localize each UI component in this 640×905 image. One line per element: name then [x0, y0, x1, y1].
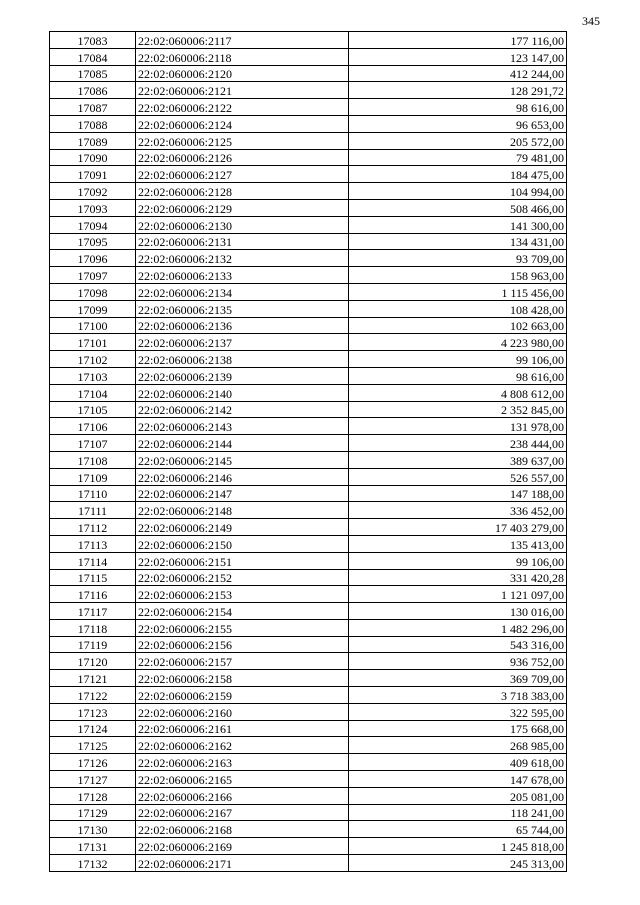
- cadastral-number-cell: 22:02:060006:2161: [136, 720, 349, 737]
- cadastral-value-cell: 131 978,00: [349, 418, 567, 435]
- row-number-cell: 17122: [50, 687, 136, 704]
- table-row: [50, 65, 567, 82]
- cadastral-value-cell: 147 678,00: [349, 771, 567, 788]
- cadastral-value-cell: 412 244,00: [349, 65, 567, 82]
- cadastral-value-cell: 134 431,00: [349, 233, 567, 250]
- cadastral-number-cell: 22:02:060006:2156: [136, 636, 349, 653]
- cadastral-number-cell: 22:02:060006:2151: [136, 552, 349, 569]
- cadastral-number-cell: 22:02:060006:2125: [136, 132, 349, 149]
- table-row: [50, 787, 567, 804]
- cadastral-number-cell: 22:02:060006:2146: [136, 468, 349, 485]
- row-number-cell: 17107: [50, 435, 136, 452]
- row-number-cell: 17089: [50, 132, 136, 149]
- table-row: [50, 82, 567, 99]
- row-number-cell: 17092: [50, 183, 136, 200]
- cadastral-number-cell: 22:02:060006:2168: [136, 821, 349, 838]
- cadastral-value-cell: 389 637,00: [349, 451, 567, 468]
- row-number-cell: 17128: [50, 787, 136, 804]
- cadastral-number-cell: 22:02:060006:2132: [136, 250, 349, 267]
- cadastral-value-cell: 175 668,00: [349, 720, 567, 737]
- row-number-cell: 17088: [50, 115, 136, 132]
- cadastral-value-cell: 322 595,00: [349, 703, 567, 720]
- table-row: [50, 451, 567, 468]
- cadastral-number-cell: 22:02:060006:2160: [136, 703, 349, 720]
- cadastral-value-cell: 96 653,00: [349, 115, 567, 132]
- row-number-cell: 17095: [50, 233, 136, 250]
- cadastral-number-cell: 22:02:060006:2171: [136, 855, 349, 872]
- cadastral-number-cell: 22:02:060006:2136: [136, 317, 349, 334]
- table-row: [50, 115, 567, 132]
- table-row: [50, 183, 567, 200]
- cadastral-number-cell: 22:02:060006:2157: [136, 653, 349, 670]
- cadastral-number-cell: 22:02:060006:2129: [136, 199, 349, 216]
- table-row: [50, 720, 567, 737]
- table-row: [50, 435, 567, 452]
- cadastral-number-cell: 22:02:060006:2135: [136, 300, 349, 317]
- table-row: [50, 603, 567, 620]
- cadastral-value-cell: 108 428,00: [349, 300, 567, 317]
- table-row: [50, 485, 567, 502]
- cadastral-value-cell: 79 481,00: [349, 149, 567, 166]
- cadastral-value-table: [49, 31, 567, 872]
- table-row: [50, 300, 567, 317]
- cadastral-value-cell: 93 709,00: [349, 250, 567, 267]
- cadastral-number-cell: 22:02:060006:2144: [136, 435, 349, 452]
- cadastral-number-cell: 22:02:060006:2134: [136, 283, 349, 300]
- cadastral-value-cell: 369 709,00: [349, 670, 567, 687]
- cadastral-number-cell: 22:02:060006:2167: [136, 804, 349, 821]
- cadastral-number-cell: 22:02:060006:2155: [136, 619, 349, 636]
- row-number-cell: 17103: [50, 367, 136, 384]
- cadastral-number-cell: 22:02:060006:2139: [136, 367, 349, 384]
- row-number-cell: 17117: [50, 603, 136, 620]
- row-number-cell: 17131: [50, 838, 136, 855]
- table-row: [50, 703, 567, 720]
- cadastral-value-cell: 135 413,00: [349, 535, 567, 552]
- table-row: [50, 166, 567, 183]
- table-row: [50, 216, 567, 233]
- row-number-cell: 17132: [50, 855, 136, 872]
- cadastral-value-cell: 104 994,00: [349, 183, 567, 200]
- table-row: [50, 670, 567, 687]
- cadastral-value-cell: 268 985,00: [349, 737, 567, 754]
- table-row: [50, 569, 567, 586]
- row-number-cell: 17126: [50, 754, 136, 771]
- cadastral-value-cell: 1 121 097,00: [349, 586, 567, 603]
- row-number-cell: 17119: [50, 636, 136, 653]
- row-number-cell: 17120: [50, 653, 136, 670]
- row-number-cell: 17124: [50, 720, 136, 737]
- cadastral-number-cell: 22:02:060006:2126: [136, 149, 349, 166]
- row-number-cell: 17085: [50, 65, 136, 82]
- row-number-cell: 17099: [50, 300, 136, 317]
- row-number-cell: 17116: [50, 586, 136, 603]
- row-number-cell: 17084: [50, 48, 136, 65]
- cadastral-value-cell: 130 016,00: [349, 603, 567, 620]
- page-number: 345: [582, 14, 600, 28]
- cadastral-value-cell: 238 444,00: [349, 435, 567, 452]
- cadastral-value-cell: 99 106,00: [349, 351, 567, 368]
- cadastral-number-cell: 22:02:060006:2166: [136, 787, 349, 804]
- cadastral-number-cell: 22:02:060006:2120: [136, 65, 349, 82]
- table-row: [50, 351, 567, 368]
- cadastral-number-cell: 22:02:060006:2124: [136, 115, 349, 132]
- table-row: [50, 619, 567, 636]
- table-row: [50, 199, 567, 216]
- row-number-cell: 17123: [50, 703, 136, 720]
- row-number-cell: 17100: [50, 317, 136, 334]
- cadastral-number-cell: 22:02:060006:2154: [136, 603, 349, 620]
- cadastral-number-cell: 22:02:060006:2130: [136, 216, 349, 233]
- cadastral-value-cell: 936 752,00: [349, 653, 567, 670]
- table-row: [50, 737, 567, 754]
- table-row: [50, 32, 567, 49]
- row-number-cell: 17108: [50, 451, 136, 468]
- table-row: [50, 586, 567, 603]
- cadastral-number-cell: 22:02:060006:2122: [136, 99, 349, 116]
- row-number-cell: 17104: [50, 384, 136, 401]
- cadastral-value-cell: 118 241,00: [349, 804, 567, 821]
- row-number-cell: 17130: [50, 821, 136, 838]
- table-row: [50, 267, 567, 284]
- table-row: [50, 468, 567, 485]
- cadastral-number-cell: 22:02:060006:2149: [136, 519, 349, 536]
- table-row: [50, 838, 567, 855]
- table-row: [50, 384, 567, 401]
- cadastral-number-cell: 22:02:060006:2147: [136, 485, 349, 502]
- cadastral-number-cell: 22:02:060006:2150: [136, 535, 349, 552]
- row-number-cell: 17121: [50, 670, 136, 687]
- cadastral-value-cell: 205 081,00: [349, 787, 567, 804]
- cadastral-value-cell: 543 316,00: [349, 636, 567, 653]
- cadastral-number-cell: 22:02:060006:2142: [136, 401, 349, 418]
- cadastral-value-cell: 1 245 818,00: [349, 838, 567, 855]
- cadastral-number-cell: 22:02:060006:2145: [136, 451, 349, 468]
- table-row: [50, 653, 567, 670]
- cadastral-value-cell: 336 452,00: [349, 502, 567, 519]
- cadastral-number-cell: 22:02:060006:2153: [136, 586, 349, 603]
- cadastral-number-cell: 22:02:060006:2169: [136, 838, 349, 855]
- row-number-cell: 17125: [50, 737, 136, 754]
- cadastral-value-cell: 2 352 845,00: [349, 401, 567, 418]
- cadastral-value-cell: 98 616,00: [349, 99, 567, 116]
- table-row: [50, 821, 567, 838]
- cadastral-value-cell: 3 718 383,00: [349, 687, 567, 704]
- table-row: [50, 334, 567, 351]
- cadastral-value-cell: 184 475,00: [349, 166, 567, 183]
- cadastral-number-cell: 22:02:060006:2138: [136, 351, 349, 368]
- table-row: [50, 48, 567, 65]
- cadastral-number-cell: 22:02:060006:2127: [136, 166, 349, 183]
- table-row: [50, 552, 567, 569]
- row-number-cell: 17110: [50, 485, 136, 502]
- table-row: [50, 283, 567, 300]
- row-number-cell: 17098: [50, 283, 136, 300]
- table-row: [50, 502, 567, 519]
- cadastral-number-cell: 22:02:060006:2140: [136, 384, 349, 401]
- row-number-cell: 17096: [50, 250, 136, 267]
- row-number-cell: 17129: [50, 804, 136, 821]
- row-number-cell: 17102: [50, 351, 136, 368]
- table-row: [50, 855, 567, 872]
- cadastral-number-cell: 22:02:060006:2162: [136, 737, 349, 754]
- cadastral-value-cell: 4 808 612,00: [349, 384, 567, 401]
- cadastral-value-cell: 508 466,00: [349, 199, 567, 216]
- row-number-cell: 17094: [50, 216, 136, 233]
- cadastral-value-cell: 65 744,00: [349, 821, 567, 838]
- table-row: [50, 317, 567, 334]
- table-row: [50, 149, 567, 166]
- table-row: [50, 132, 567, 149]
- row-number-cell: 17115: [50, 569, 136, 586]
- cadastral-value-cell: 177 116,00: [349, 32, 567, 49]
- cadastral-value-cell: 147 188,00: [349, 485, 567, 502]
- cadastral-number-cell: 22:02:060006:2133: [136, 267, 349, 284]
- cadastral-value-cell: 17 403 279,00: [349, 519, 567, 536]
- cadastral-value-cell: 409 618,00: [349, 754, 567, 771]
- row-number-cell: 17106: [50, 418, 136, 435]
- table-row: [50, 250, 567, 267]
- cadastral-number-cell: 22:02:060006:2152: [136, 569, 349, 586]
- cadastral-value-cell: 98 616,00: [349, 367, 567, 384]
- cadastral-value-cell: 102 663,00: [349, 317, 567, 334]
- table-row: [50, 99, 567, 116]
- cadastral-number-cell: 22:02:060006:2158: [136, 670, 349, 687]
- row-number-cell: 17101: [50, 334, 136, 351]
- table-row: [50, 519, 567, 536]
- table-row: [50, 687, 567, 704]
- table-row: [50, 754, 567, 771]
- cadastral-value-cell: 158 963,00: [349, 267, 567, 284]
- row-number-cell: 17105: [50, 401, 136, 418]
- cadastral-number-cell: 22:02:060006:2148: [136, 502, 349, 519]
- table-body: [50, 32, 567, 872]
- cadastral-value-cell: 1 115 456,00: [349, 283, 567, 300]
- cadastral-value-cell: 205 572,00: [349, 132, 567, 149]
- table-row: [50, 401, 567, 418]
- cadastral-value-cell: 141 300,00: [349, 216, 567, 233]
- cadastral-value-cell: 99 106,00: [349, 552, 567, 569]
- row-number-cell: 17083: [50, 32, 136, 49]
- cadastral-number-cell: 22:02:060006:2165: [136, 771, 349, 788]
- table-row: [50, 804, 567, 821]
- cadastral-value-cell: 331 420,28: [349, 569, 567, 586]
- table-row: [50, 535, 567, 552]
- row-number-cell: 17087: [50, 99, 136, 116]
- row-number-cell: 17091: [50, 166, 136, 183]
- cadastral-number-cell: 22:02:060006:2137: [136, 334, 349, 351]
- cadastral-value-cell: 1 482 296,00: [349, 619, 567, 636]
- row-number-cell: 17111: [50, 502, 136, 519]
- cadastral-number-cell: 22:02:060006:2128: [136, 183, 349, 200]
- cadastral-value-cell: 526 557,00: [349, 468, 567, 485]
- row-number-cell: 17112: [50, 519, 136, 536]
- row-number-cell: 17127: [50, 771, 136, 788]
- row-number-cell: 17097: [50, 267, 136, 284]
- table-row: [50, 233, 567, 250]
- row-number-cell: 17090: [50, 149, 136, 166]
- row-number-cell: 17093: [50, 199, 136, 216]
- cadastral-number-cell: 22:02:060006:2143: [136, 418, 349, 435]
- cadastral-number-cell: 22:02:060006:2159: [136, 687, 349, 704]
- cadastral-number-cell: 22:02:060006:2121: [136, 82, 349, 99]
- cadastral-value-cell: 128 291,72: [349, 82, 567, 99]
- cadastral-value-cell: 4 223 980,00: [349, 334, 567, 351]
- cadastral-value-cell: 245 313,00: [349, 855, 567, 872]
- cadastral-value-cell: 123 147,00: [349, 48, 567, 65]
- table-row: [50, 771, 567, 788]
- row-number-cell: 17109: [50, 468, 136, 485]
- row-number-cell: 17113: [50, 535, 136, 552]
- table-row: [50, 367, 567, 384]
- row-number-cell: 17086: [50, 82, 136, 99]
- row-number-cell: 17114: [50, 552, 136, 569]
- cadastral-number-cell: 22:02:060006:2117: [136, 32, 349, 49]
- cadastral-number-cell: 22:02:060006:2118: [136, 48, 349, 65]
- table-row: [50, 636, 567, 653]
- cadastral-number-cell: 22:02:060006:2163: [136, 754, 349, 771]
- cadastral-number-cell: 22:02:060006:2131: [136, 233, 349, 250]
- row-number-cell: 17118: [50, 619, 136, 636]
- table-row: [50, 418, 567, 435]
